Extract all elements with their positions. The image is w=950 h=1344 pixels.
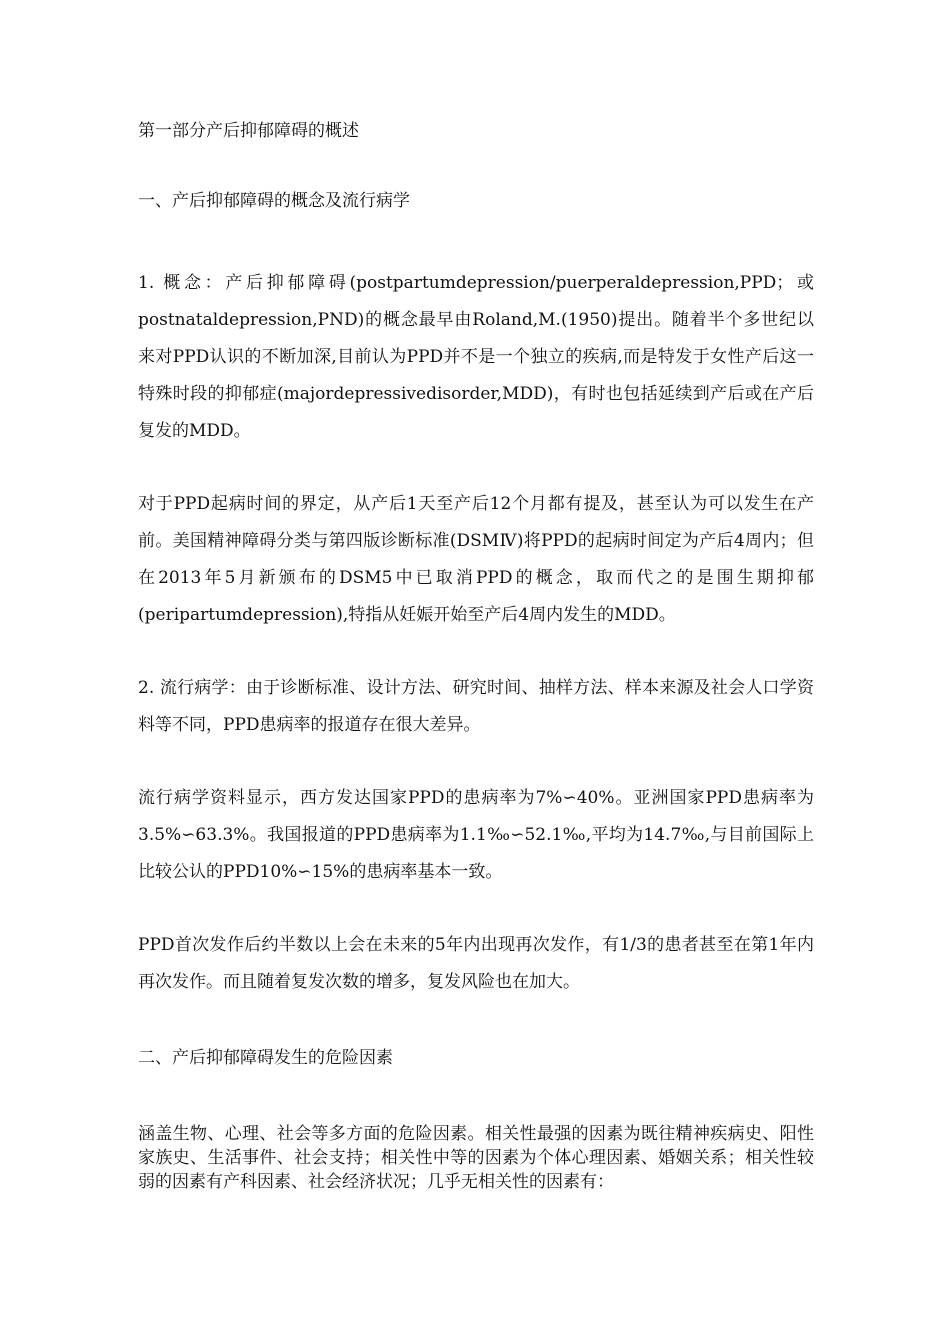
paragraph-epidemiology: 2. 流行病学：由于诊断标准、设计方法、研究时间、抽样方法、样本来源及社会人口学资料等不同，PPD患病率的报道存在很大差异。 bbox=[138, 678, 814, 735]
paragraph-concept: 1. 概念：产后抑郁障碍(postpartumdepression/puerperaldepression,PPD；或postnataldepression,PND)的概念最早由Roland,M.(1950)提出。随着半个多世纪以来对PPD认识的不断加深,目前认为PPD并不是一个独立的疾病,而是特发于女性产后这一特殊时段的抑郁症(majordepressivedisorder,MDD)，有时也包括延续到产后或在产后复发的MDD。 bbox=[138, 273, 814, 441]
section-heading-2: 二、产后抑郁障碍发生的危险因素 bbox=[138, 1048, 393, 1068]
document-title: 第一部分产后抑郁障碍的概述 bbox=[138, 121, 359, 141]
paragraph-recurrence: PPD首次发作后约半数以上会在未来的5年内出现再次发作，有1/3的患者甚至在第1年内再次发作。而且随着复发次数的增多，复发风险也在加大。 bbox=[138, 935, 814, 992]
paragraph-risk-factors: 涵盖生物、心理、社会等多方面的危险因素。相关性最强的因素为既往精神疾病史、阳性家族史、生活事件、社会支持；相关性中等的因素为个体心理因素、婚姻关系；相关性较弱的因素有产科因素、社会经济状况；几乎无相关性的因素有： bbox=[138, 1124, 814, 1192]
paragraph-onset: 对于PPD起病时间的界定，从产后1天至产后12个月都有提及，甚至认为可以发生在产前。美国精神障碍分类与第四版诊断标准(DSMⅣ)将PPD的起病时间定为产后4周内；但在2013年5月新颁布的DSM5中已取消PPD的概念，取而代之的是围生期抑郁(peripartumdepression),特指从妊娠开始至产后4周内发生的MDD。 bbox=[138, 494, 814, 625]
paragraph-prevalence: 流行病学资料显示，西方发达国家PPD的患病率为7%∽40%。亚洲国家PPD患病率为3.5%∽63.3%。我国报道的PPD患病率为1.1‰∽52.1‰,平均为14.7‰,与目前国际上比较公认的PPD10%∽15%的患病率基本一致。 bbox=[138, 788, 814, 882]
document-body bbox=[138, 118, 814, 1194]
section-heading-1: 一、产后抑郁障碍的概念及流行病学 bbox=[138, 191, 410, 211]
